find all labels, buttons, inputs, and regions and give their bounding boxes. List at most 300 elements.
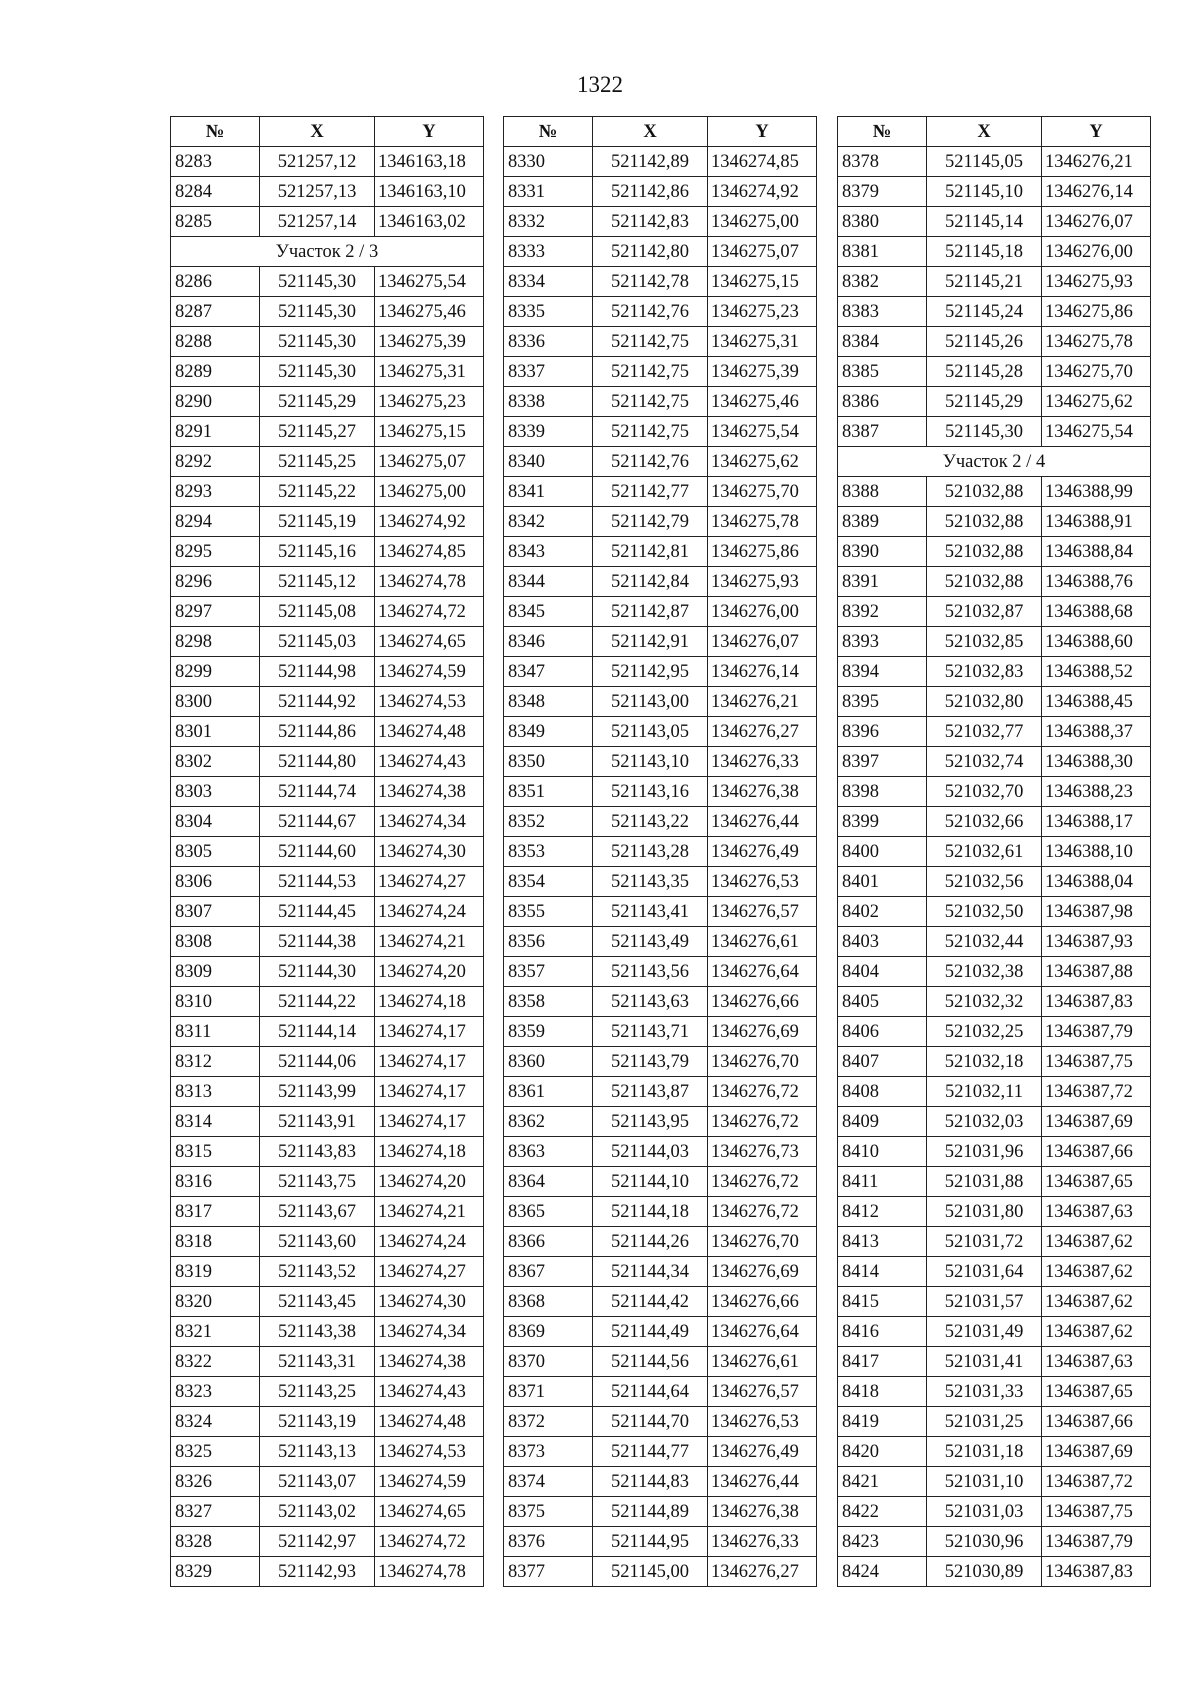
y-coordinate-cell: 1346387,66: [1042, 1137, 1151, 1167]
table-row: [838, 1257, 1151, 1287]
section-row: [838, 447, 1151, 477]
x-coordinate-cell: 521032,70: [927, 777, 1042, 807]
x-coordinate-cell: 521032,32: [927, 987, 1042, 1017]
y-coordinate-cell: 1346276,21: [708, 687, 817, 717]
table-row: [504, 687, 817, 717]
y-coordinate-cell: 1346275,07: [708, 237, 817, 267]
table-row: [504, 837, 817, 867]
table-row: [171, 807, 484, 837]
table-row: [504, 207, 817, 237]
x-coordinate-cell: 521143,00: [593, 687, 708, 717]
y-coordinate-cell: 1346275,86: [1042, 297, 1151, 327]
point-number-cell: 8386: [838, 387, 927, 417]
point-number-cell: 8391: [838, 567, 927, 597]
x-coordinate-cell: 521145,29: [927, 387, 1042, 417]
table-row: [504, 807, 817, 837]
y-coordinate-cell: 1346276,38: [708, 777, 817, 807]
x-coordinate-cell: 521142,95: [593, 657, 708, 687]
x-coordinate-cell: 521144,34: [593, 1257, 708, 1287]
point-number-cell: 8289: [171, 357, 260, 387]
table-row: [171, 477, 484, 507]
y-coordinate-cell: 1346274,30: [375, 837, 484, 867]
table-row: [838, 1047, 1151, 1077]
y-coordinate-cell: 1346387,63: [1042, 1197, 1151, 1227]
table-row: [504, 357, 817, 387]
y-coordinate-cell: 1346387,62: [1042, 1257, 1151, 1287]
x-coordinate-cell: 521031,25: [927, 1407, 1042, 1437]
y-coordinate-cell: 1346274,18: [375, 987, 484, 1017]
x-coordinate-cell: 521032,66: [927, 807, 1042, 837]
y-coordinate-cell: 1346387,62: [1042, 1317, 1151, 1347]
y-coordinate-cell: 1346275,07: [375, 447, 484, 477]
point-number-cell: 8344: [504, 567, 593, 597]
table-row: [838, 1107, 1151, 1137]
point-number-cell: 8292: [171, 447, 260, 477]
table-row: [838, 1287, 1151, 1317]
point-number-cell: 8345: [504, 597, 593, 627]
table-row: [504, 987, 817, 1017]
x-coordinate-cell: 521143,22: [593, 807, 708, 837]
table-row: [504, 567, 817, 597]
x-coordinate-cell: 521031,88: [927, 1167, 1042, 1197]
y-coordinate-cell: 1346274,53: [375, 1437, 484, 1467]
point-number-cell: 8291: [171, 417, 260, 447]
y-coordinate-cell: 1346275,31: [375, 357, 484, 387]
column-header-y: Y: [708, 117, 817, 147]
x-coordinate-cell: 521142,77: [593, 477, 708, 507]
y-coordinate-cell: 1346276,72: [708, 1107, 817, 1137]
x-coordinate-cell: 521142,83: [593, 207, 708, 237]
x-coordinate-cell: 521144,67: [260, 807, 375, 837]
point-number-cell: 8385: [838, 357, 927, 387]
x-coordinate-cell: 521031,49: [927, 1317, 1042, 1347]
point-number-cell: 8348: [504, 687, 593, 717]
table-row: [504, 1137, 817, 1167]
table-row: [838, 717, 1151, 747]
coordinates-table-3: [837, 116, 1151, 1587]
point-number-cell: 8415: [838, 1287, 927, 1317]
table-row: [504, 387, 817, 417]
point-number-cell: 8363: [504, 1137, 593, 1167]
y-coordinate-cell: 1346276,70: [708, 1047, 817, 1077]
column-header-number: №: [838, 117, 927, 147]
x-coordinate-cell: 521144,98: [260, 657, 375, 687]
y-coordinate-cell: 1346388,30: [1042, 747, 1151, 777]
point-number-cell: 8356: [504, 927, 593, 957]
y-coordinate-cell: 1346388,91: [1042, 507, 1151, 537]
point-number-cell: 8323: [171, 1377, 260, 1407]
y-coordinate-cell: 1346275,00: [708, 207, 817, 237]
x-coordinate-cell: 521145,30: [927, 417, 1042, 447]
x-coordinate-cell: 521142,80: [593, 237, 708, 267]
y-coordinate-cell: 1346276,33: [708, 747, 817, 777]
table-row: [504, 1467, 817, 1497]
table-row: [838, 1437, 1151, 1467]
y-coordinate-cell: 1346274,17: [375, 1017, 484, 1047]
table-row: [171, 717, 484, 747]
point-number-cell: 8354: [504, 867, 593, 897]
x-coordinate-cell: 521143,41: [593, 897, 708, 927]
table-row: [171, 777, 484, 807]
point-number-cell: 8380: [838, 207, 927, 237]
x-coordinate-cell: 521143,60: [260, 1227, 375, 1257]
point-number-cell: 8293: [171, 477, 260, 507]
table-row: [504, 267, 817, 297]
table-row: [504, 1017, 817, 1047]
x-coordinate-cell: 521145,14: [927, 207, 1042, 237]
y-coordinate-cell: 1346274,48: [375, 717, 484, 747]
point-number-cell: 8300: [171, 687, 260, 717]
table-row: [171, 597, 484, 627]
x-coordinate-cell: 521143,79: [593, 1047, 708, 1077]
x-coordinate-cell: 521143,02: [260, 1497, 375, 1527]
x-coordinate-cell: 521032,88: [927, 567, 1042, 597]
x-coordinate-cell: 521143,31: [260, 1347, 375, 1377]
y-coordinate-cell: 1346387,88: [1042, 957, 1151, 987]
x-coordinate-cell: 521143,38: [260, 1317, 375, 1347]
x-coordinate-cell: 521144,64: [593, 1377, 708, 1407]
table-row: [171, 837, 484, 867]
x-coordinate-cell: 521032,18: [927, 1047, 1042, 1077]
y-coordinate-cell: 1346274,21: [375, 1197, 484, 1227]
point-number-cell: 8338: [504, 387, 593, 417]
y-coordinate-cell: 1346276,66: [708, 987, 817, 1017]
table-row: [171, 1437, 484, 1467]
x-coordinate-cell: 521144,38: [260, 927, 375, 957]
x-coordinate-cell: 521031,64: [927, 1257, 1042, 1287]
point-number-cell: 8384: [838, 327, 927, 357]
x-coordinate-cell: 521031,33: [927, 1377, 1042, 1407]
x-coordinate-cell: 521142,81: [593, 537, 708, 567]
table-row: [838, 477, 1151, 507]
x-coordinate-cell: 521145,26: [927, 327, 1042, 357]
y-coordinate-cell: 1346275,39: [375, 327, 484, 357]
x-coordinate-cell: 521144,53: [260, 867, 375, 897]
y-coordinate-cell: 1346387,83: [1042, 1557, 1151, 1587]
table-row: [171, 297, 484, 327]
table-row: [838, 837, 1151, 867]
table-row: [838, 237, 1151, 267]
x-coordinate-cell: 521031,41: [927, 1347, 1042, 1377]
y-coordinate-cell: 1346387,72: [1042, 1077, 1151, 1107]
table-row: [838, 1527, 1151, 1557]
y-coordinate-cell: 1346276,61: [708, 927, 817, 957]
y-coordinate-cell: 1346387,79: [1042, 1017, 1151, 1047]
x-coordinate-cell: 521143,56: [593, 957, 708, 987]
table-row: [838, 1317, 1151, 1347]
y-coordinate-cell: 1346387,65: [1042, 1377, 1151, 1407]
table-row: [504, 1227, 817, 1257]
y-coordinate-cell: 1346276,14: [708, 657, 817, 687]
x-coordinate-cell: 521032,11: [927, 1077, 1042, 1107]
x-coordinate-cell: 521257,13: [260, 177, 375, 207]
table-row: [171, 567, 484, 597]
y-coordinate-cell: 1346387,62: [1042, 1227, 1151, 1257]
table-row: [504, 1077, 817, 1107]
x-coordinate-cell: 521143,28: [593, 837, 708, 867]
y-coordinate-cell: 1346387,93: [1042, 927, 1151, 957]
x-coordinate-cell: 521031,72: [927, 1227, 1042, 1257]
x-coordinate-cell: 521031,10: [927, 1467, 1042, 1497]
point-number-cell: 8407: [838, 1047, 927, 1077]
point-number-cell: 8424: [838, 1557, 927, 1587]
x-coordinate-cell: 521143,75: [260, 1167, 375, 1197]
point-number-cell: 8420: [838, 1437, 927, 1467]
table-row: [171, 957, 484, 987]
y-coordinate-cell: 1346274,78: [375, 1557, 484, 1587]
table-row: [838, 597, 1151, 627]
point-number-cell: 8405: [838, 987, 927, 1017]
x-coordinate-cell: 521142,97: [260, 1527, 375, 1557]
table-row: [171, 177, 484, 207]
point-number-cell: 8364: [504, 1167, 593, 1197]
table-row: [504, 1557, 817, 1587]
table-row: [504, 297, 817, 327]
table-row: [838, 267, 1151, 297]
table-row: [838, 297, 1151, 327]
point-number-cell: 8284: [171, 177, 260, 207]
table-row: [504, 477, 817, 507]
point-number-cell: 8294: [171, 507, 260, 537]
table-row: [838, 387, 1151, 417]
x-coordinate-cell: 521032,87: [927, 597, 1042, 627]
point-number-cell: 8365: [504, 1197, 593, 1227]
point-number-cell: 8334: [504, 267, 593, 297]
table-header-row: [171, 117, 484, 147]
point-number-cell: 8322: [171, 1347, 260, 1377]
x-coordinate-cell: 521144,83: [593, 1467, 708, 1497]
table-row: [171, 1377, 484, 1407]
point-number-cell: 8362: [504, 1107, 593, 1137]
table-row: [171, 1527, 484, 1557]
y-coordinate-cell: 1346275,70: [1042, 357, 1151, 387]
table-row: [171, 1317, 484, 1347]
x-coordinate-cell: 521144,86: [260, 717, 375, 747]
point-number-cell: 8347: [504, 657, 593, 687]
y-coordinate-cell: 1346388,04: [1042, 867, 1151, 897]
point-number-cell: 8288: [171, 327, 260, 357]
point-number-cell: 8414: [838, 1257, 927, 1287]
point-number-cell: 8383: [838, 297, 927, 327]
point-number-cell: 8390: [838, 537, 927, 567]
table-row: [504, 777, 817, 807]
y-coordinate-cell: 1346275,70: [708, 477, 817, 507]
x-coordinate-cell: 521145,22: [260, 477, 375, 507]
table-row: [171, 357, 484, 387]
y-coordinate-cell: 1346274,48: [375, 1407, 484, 1437]
y-coordinate-cell: 1346388,17: [1042, 807, 1151, 837]
point-number-cell: 8343: [504, 537, 593, 567]
y-coordinate-cell: 1346387,72: [1042, 1467, 1151, 1497]
point-number-cell: 8394: [838, 657, 927, 687]
y-coordinate-cell: 1346274,43: [375, 1377, 484, 1407]
table-row: [171, 327, 484, 357]
x-coordinate-cell: 521032,03: [927, 1107, 1042, 1137]
table-row: [171, 1077, 484, 1107]
x-coordinate-cell: 521145,12: [260, 567, 375, 597]
y-coordinate-cell: 1346276,07: [1042, 207, 1151, 237]
point-number-cell: 8375: [504, 1497, 593, 1527]
point-number-cell: 8387: [838, 417, 927, 447]
x-coordinate-cell: 521143,67: [260, 1197, 375, 1227]
point-number-cell: 8346: [504, 627, 593, 657]
x-coordinate-cell: 521145,16: [260, 537, 375, 567]
table-row: [171, 207, 484, 237]
point-number-cell: 8422: [838, 1497, 927, 1527]
table-row: [504, 957, 817, 987]
y-coordinate-cell: 1346274,53: [375, 687, 484, 717]
point-number-cell: 8304: [171, 807, 260, 837]
table-row: [504, 1257, 817, 1287]
y-coordinate-cell: 1346388,76: [1042, 567, 1151, 597]
y-coordinate-cell: 1346275,78: [1042, 327, 1151, 357]
y-coordinate-cell: 1346388,99: [1042, 477, 1151, 507]
table-row: [838, 867, 1151, 897]
x-coordinate-cell: 521145,30: [260, 357, 375, 387]
point-number-cell: 8305: [171, 837, 260, 867]
y-coordinate-cell: 1346275,86: [708, 537, 817, 567]
page-number: 1322: [577, 72, 623, 97]
table-row: [171, 1467, 484, 1497]
point-number-cell: 8399: [838, 807, 927, 837]
x-coordinate-cell: 521142,76: [593, 447, 708, 477]
x-coordinate-cell: 521257,12: [260, 147, 375, 177]
table-row: [838, 1137, 1151, 1167]
table-row: [838, 177, 1151, 207]
x-coordinate-cell: 521145,28: [927, 357, 1042, 387]
point-number-cell: 8327: [171, 1497, 260, 1527]
table-row: [171, 927, 484, 957]
x-coordinate-cell: 521144,03: [593, 1137, 708, 1167]
point-number-cell: 8287: [171, 297, 260, 327]
point-number-cell: 8378: [838, 147, 927, 177]
table-row: [171, 537, 484, 567]
x-coordinate-cell: 521143,10: [593, 747, 708, 777]
table-row: [171, 897, 484, 927]
y-coordinate-cell: 1346276,49: [708, 837, 817, 867]
point-number-cell: 8324: [171, 1407, 260, 1437]
x-coordinate-cell: 521145,03: [260, 627, 375, 657]
y-coordinate-cell: 1346276,27: [708, 717, 817, 747]
table-row: [171, 447, 484, 477]
table-row: [171, 747, 484, 777]
y-coordinate-cell: 1346276,49: [708, 1437, 817, 1467]
x-coordinate-cell: 521143,63: [593, 987, 708, 1017]
table-row: [171, 1287, 484, 1317]
x-coordinate-cell: 521142,91: [593, 627, 708, 657]
x-coordinate-cell: 521142,75: [593, 357, 708, 387]
table-row: [504, 657, 817, 687]
table-row: [838, 1197, 1151, 1227]
point-number-cell: 8404: [838, 957, 927, 987]
x-coordinate-cell: 521145,29: [260, 387, 375, 417]
point-number-cell: 8408: [838, 1077, 927, 1107]
point-number-cell: 8377: [504, 1557, 593, 1587]
y-coordinate-cell: 1346275,54: [708, 417, 817, 447]
table-row: [171, 1347, 484, 1377]
table-row: [838, 957, 1151, 987]
y-coordinate-cell: 1346274,20: [375, 1167, 484, 1197]
x-coordinate-cell: 521144,18: [593, 1197, 708, 1227]
y-coordinate-cell: 1346276,64: [708, 1317, 817, 1347]
y-coordinate-cell: 1346275,46: [375, 297, 484, 327]
x-coordinate-cell: 521142,84: [593, 567, 708, 597]
point-number-cell: 8392: [838, 597, 927, 627]
point-number-cell: 8382: [838, 267, 927, 297]
point-number-cell: 8340: [504, 447, 593, 477]
column-header-y: Y: [1042, 117, 1151, 147]
table-row: [838, 1377, 1151, 1407]
x-coordinate-cell: 521142,75: [593, 327, 708, 357]
point-number-cell: 8419: [838, 1407, 927, 1437]
y-coordinate-cell: 1346275,93: [1042, 267, 1151, 297]
point-number-cell: 8361: [504, 1077, 593, 1107]
y-coordinate-cell: 1346276,69: [708, 1257, 817, 1287]
x-coordinate-cell: 521143,16: [593, 777, 708, 807]
y-coordinate-cell: 1346276,44: [708, 807, 817, 837]
point-number-cell: 8299: [171, 657, 260, 687]
table-row: [171, 1137, 484, 1167]
x-coordinate-cell: 521144,49: [593, 1317, 708, 1347]
table-row: [838, 1077, 1151, 1107]
table-row: [504, 1047, 817, 1077]
point-number-cell: 8388: [838, 477, 927, 507]
y-coordinate-cell: 1346387,62: [1042, 1287, 1151, 1317]
x-coordinate-cell: 521142,87: [593, 597, 708, 627]
x-coordinate-cell: 521142,78: [593, 267, 708, 297]
point-number-cell: 8402: [838, 897, 927, 927]
y-coordinate-cell: 1346274,27: [375, 1257, 484, 1287]
table-row: [838, 1467, 1151, 1497]
table-row: [838, 1017, 1151, 1047]
y-coordinate-cell: 1346388,68: [1042, 597, 1151, 627]
x-coordinate-cell: 521032,88: [927, 537, 1042, 567]
point-number-cell: 8312: [171, 1047, 260, 1077]
table-row: [838, 927, 1151, 957]
y-coordinate-cell: 1346275,62: [708, 447, 817, 477]
y-coordinate-cell: 1346275,78: [708, 507, 817, 537]
x-coordinate-cell: 521143,13: [260, 1437, 375, 1467]
x-coordinate-cell: 521032,56: [927, 867, 1042, 897]
table-row: [838, 657, 1151, 687]
y-coordinate-cell: 1346276,57: [708, 897, 817, 927]
x-coordinate-cell: 521032,38: [927, 957, 1042, 987]
x-coordinate-cell: 521145,25: [260, 447, 375, 477]
point-number-cell: 8417: [838, 1347, 927, 1377]
y-coordinate-cell: 1346274,92: [708, 177, 817, 207]
point-number-cell: 8335: [504, 297, 593, 327]
table-row: [504, 1437, 817, 1467]
point-number-cell: 8397: [838, 747, 927, 777]
table-row: [504, 1347, 817, 1377]
x-coordinate-cell: 521144,14: [260, 1017, 375, 1047]
x-coordinate-cell: 521144,10: [593, 1167, 708, 1197]
point-number-cell: 8319: [171, 1257, 260, 1287]
point-number-cell: 8315: [171, 1137, 260, 1167]
x-coordinate-cell: 521144,95: [593, 1527, 708, 1557]
table-row: [171, 1497, 484, 1527]
y-coordinate-cell: 1346387,63: [1042, 1347, 1151, 1377]
point-number-cell: 8320: [171, 1287, 260, 1317]
y-coordinate-cell: 1346276,72: [708, 1197, 817, 1227]
table-row: [504, 1167, 817, 1197]
point-number-cell: 8373: [504, 1437, 593, 1467]
point-number-cell: 8285: [171, 207, 260, 237]
point-number-cell: 8395: [838, 687, 927, 717]
table-row: [838, 897, 1151, 927]
table-row: [838, 987, 1151, 1017]
y-coordinate-cell: 1346276,53: [708, 1407, 817, 1437]
